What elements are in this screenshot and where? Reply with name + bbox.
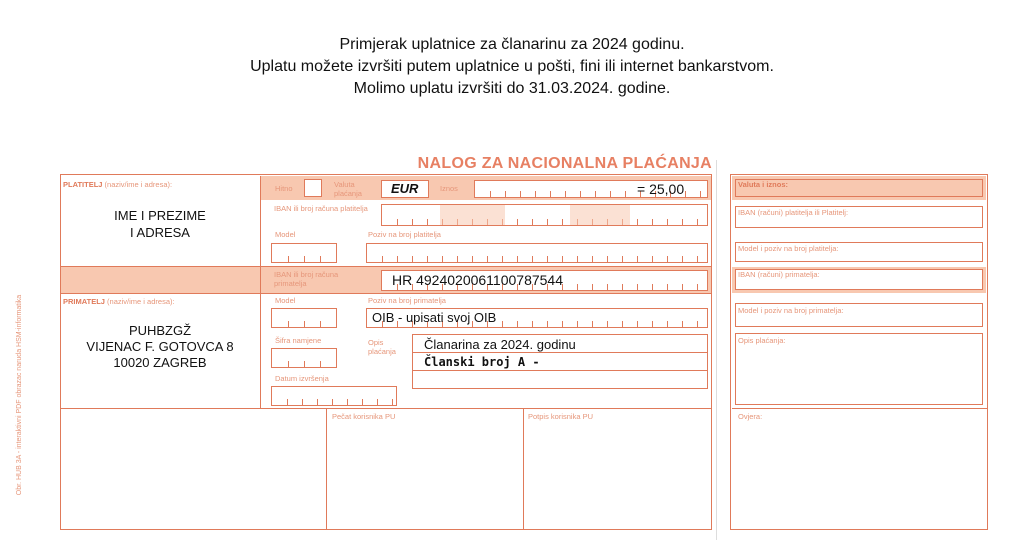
digit-cell-tick [304, 361, 305, 367]
digit-cell-tick [288, 321, 289, 327]
digit-cell-tick [317, 399, 318, 405]
digit-cell-tick [562, 321, 563, 327]
digit-cell-tick [532, 256, 533, 262]
digit-cell-tick [412, 256, 413, 262]
model-primatelja-field[interactable] [271, 308, 337, 328]
digit-cell-tick [682, 219, 683, 225]
digit-cell-tick [427, 219, 428, 225]
digit-cell-tick [397, 256, 398, 262]
digit-cell-tick [637, 321, 638, 327]
desc-line-1: Članarina za 2024. godinu [424, 337, 576, 352]
digit-cell-tick [320, 361, 321, 367]
digit-cell-tick [667, 284, 668, 290]
digit-cell-tick [392, 399, 393, 405]
payer-name-line-2: I ADRESA [130, 225, 190, 240]
digit-cell-tick [377, 399, 378, 405]
receipt-divider [732, 408, 987, 409]
digit-cell-tick [457, 256, 458, 262]
model-label: Model [275, 230, 296, 239]
digit-cell-tick [517, 256, 518, 262]
reference-value: OIB - upisati svoj OIB [372, 310, 497, 325]
receipt-separator [716, 160, 717, 540]
model-primatelja-label: Model [275, 296, 296, 305]
digit-cell-tick [577, 321, 578, 327]
receipt-model-platitelja-label: Model i poziv na broj platitelja: [738, 244, 839, 253]
digit-cell-tick [595, 191, 596, 197]
digit-cell-tick [700, 191, 701, 197]
digit-cell-tick [332, 399, 333, 405]
digit-cell-tick [697, 321, 698, 327]
digit-cell-tick [287, 399, 288, 405]
digit-cell-tick [565, 191, 566, 197]
receipt-ovjera-label: Ovjera: [738, 412, 763, 421]
receipt-iban-primatelja-label: IBAN (računi) primatelja: [738, 270, 820, 279]
digit-cell-tick [412, 219, 413, 225]
poziv-platitelja-field[interactable] [366, 243, 708, 263]
digit-cell-tick [502, 321, 503, 327]
datum-izvrsenja-label: Datum izvršenja [275, 374, 329, 383]
digit-cell-tick [505, 191, 506, 197]
digit-cell-tick [517, 321, 518, 327]
iban-primatelja-label: IBAN ili broj računa primatelja [274, 270, 339, 288]
divider-h-recipient [61, 293, 712, 294]
form-title: NALOG ZA NACIONALNA PLAĆANJA [417, 155, 712, 172]
digit-cell-tick [490, 191, 491, 197]
desc-line-2: Članski broj A - [424, 355, 540, 369]
digit-cell-tick [442, 256, 443, 262]
amount-value: = 25,00 [637, 181, 685, 197]
model-platitelja-field[interactable] [271, 243, 337, 263]
digit-cell-tick [520, 191, 521, 197]
digit-cell-tick [288, 361, 289, 367]
digit-cell-tick [622, 256, 623, 262]
digit-cell-tick [697, 256, 698, 262]
intro-line-3: Molimo uplatu izvršiti do 31.03.2024. godine. [353, 80, 671, 97]
digit-cell-tick [472, 256, 473, 262]
recipient-line-2: VIJENAC F. GOTOVCA 8 [86, 339, 234, 354]
digit-cell-tick [547, 256, 548, 262]
digit-cell-tick [535, 191, 536, 197]
valuta-label: Valuta plaćanja [334, 180, 362, 198]
digit-cell-tick [532, 321, 533, 327]
digit-cell-tick [547, 321, 548, 327]
digit-cell-tick [580, 191, 581, 197]
digit-cell-tick [652, 321, 653, 327]
digit-cell-tick [562, 219, 563, 225]
digit-cell-tick [667, 256, 668, 262]
digit-cell-tick [517, 219, 518, 225]
digit-cell-tick [547, 219, 548, 225]
receipt-opis-label: Opis plaćanja: [738, 336, 786, 345]
digit-cell-tick [532, 219, 533, 225]
digit-cell-tick [637, 284, 638, 290]
iban-platitelja-shade [440, 205, 505, 225]
digit-cell-tick [652, 284, 653, 290]
poziv-primatelja-label: Poziv na broj primatelja [368, 296, 446, 305]
opis-line-1 [412, 352, 708, 353]
payer-label: PLATITELJ (naziv/ime i adresa): [63, 180, 173, 189]
digit-cell-tick [697, 284, 698, 290]
divider-v-potpis [523, 408, 524, 530]
digit-cell-tick [607, 284, 608, 290]
datum-izvrsenja-field[interactable] [271, 386, 397, 406]
digit-cell-tick [652, 219, 653, 225]
iban-value: HR 4924020061100787544 [392, 272, 564, 288]
digit-cell-tick [320, 256, 321, 262]
currency-value: EUR [391, 181, 419, 196]
digit-cell-tick [682, 284, 683, 290]
pecat-label: Pečat korisnika PU [332, 412, 396, 421]
digit-cell-tick [592, 321, 593, 327]
digit-cell-tick [577, 284, 578, 290]
opis-placanja-label: Opis plaćanja [368, 338, 396, 356]
iznos-label: Iznos [440, 184, 458, 193]
digit-cell-tick [607, 256, 608, 262]
digit-cell-tick [667, 219, 668, 225]
hitno-checkbox[interactable] [304, 179, 322, 197]
digit-cell-tick [682, 256, 683, 262]
digit-cell-tick [682, 321, 683, 327]
iban-platitelja-shade-2 [570, 205, 630, 225]
digit-cell-tick [304, 256, 305, 262]
digit-cell-tick [577, 256, 578, 262]
digit-cell-tick [625, 191, 626, 197]
divider-v-pecat [326, 408, 327, 530]
intro-line-2: Uplatu možete izvršiti putem uplatnice u pošti, fini ili internet bankarstvom. [250, 58, 774, 75]
digit-cell-tick [592, 284, 593, 290]
receipt [716, 160, 988, 540]
recipient-label: PRIMATELJ (naziv/ime i adresa): [63, 297, 175, 306]
digit-cell-tick [622, 321, 623, 327]
divider-v2 [260, 293, 261, 409]
payer-name-line-1: IME I PREZIME [114, 208, 206, 223]
divider-h-bottom [61, 408, 712, 409]
digit-cell-tick [592, 256, 593, 262]
recipient-line-3: 10020 ZAGREB [113, 355, 207, 370]
potpis-label: Potpis korisnika PU [528, 412, 594, 421]
digit-cell-tick [637, 219, 638, 225]
digit-cell-tick [302, 399, 303, 405]
digit-cell-tick [347, 399, 348, 405]
digit-cell-tick [607, 321, 608, 327]
recipient-line-1: PUHBZGŽ [128, 323, 192, 338]
digit-cell-tick [685, 191, 686, 197]
side-text: Obr. HUB 3A - interaktivni PDF obrazac naruda HSM-informatika [16, 294, 23, 496]
digit-cell-tick [502, 256, 503, 262]
intro-line-1: Primjerak uplatnice za članarinu za 2024 godinu. [339, 36, 685, 53]
recipient-name [60, 323, 260, 371]
opis-line-2 [412, 370, 708, 371]
divider-v1 [260, 176, 261, 266]
poziv-platitelja-label: Poziv na broj platitelja [368, 230, 441, 239]
receipt-iban-platitelja-label: IBAN (računi) platitelja ili Platitelj: [738, 208, 849, 217]
digit-cell-tick [320, 321, 321, 327]
digit-cell-tick [304, 321, 305, 327]
digit-cell-tick [487, 256, 488, 262]
digit-cell-tick [622, 284, 623, 290]
digit-cell-tick [397, 219, 398, 225]
receipt-valuta-label: Valuta i iznos: [738, 180, 789, 189]
digit-cell-tick [550, 191, 551, 197]
digit-cell-tick [562, 256, 563, 262]
iban-platitelja-field[interactable] [381, 204, 708, 226]
digit-cell-tick [652, 256, 653, 262]
digit-cell-tick [697, 219, 698, 225]
digit-cell-tick [362, 399, 363, 405]
digit-cell-tick [637, 256, 638, 262]
payer-name [60, 207, 260, 241]
hitno-label: Hitno [275, 184, 293, 193]
digit-cell-tick [427, 256, 428, 262]
digit-cell-tick [667, 321, 668, 327]
receipt-model-primatelja-label: Model i poziv na broj primatelja: [738, 306, 844, 315]
digit-cell-tick [288, 256, 289, 262]
digit-cell-tick [382, 256, 383, 262]
divider-v-iban [260, 267, 261, 293]
iban-platitelja-label: IBAN ili broj računa platitelja [274, 204, 368, 213]
digit-cell-tick [610, 191, 611, 197]
divider-h-iban [61, 266, 712, 267]
sifra-namjene-label: Šifra namjene [275, 336, 322, 345]
sifra-namjene-field[interactable] [271, 348, 337, 368]
